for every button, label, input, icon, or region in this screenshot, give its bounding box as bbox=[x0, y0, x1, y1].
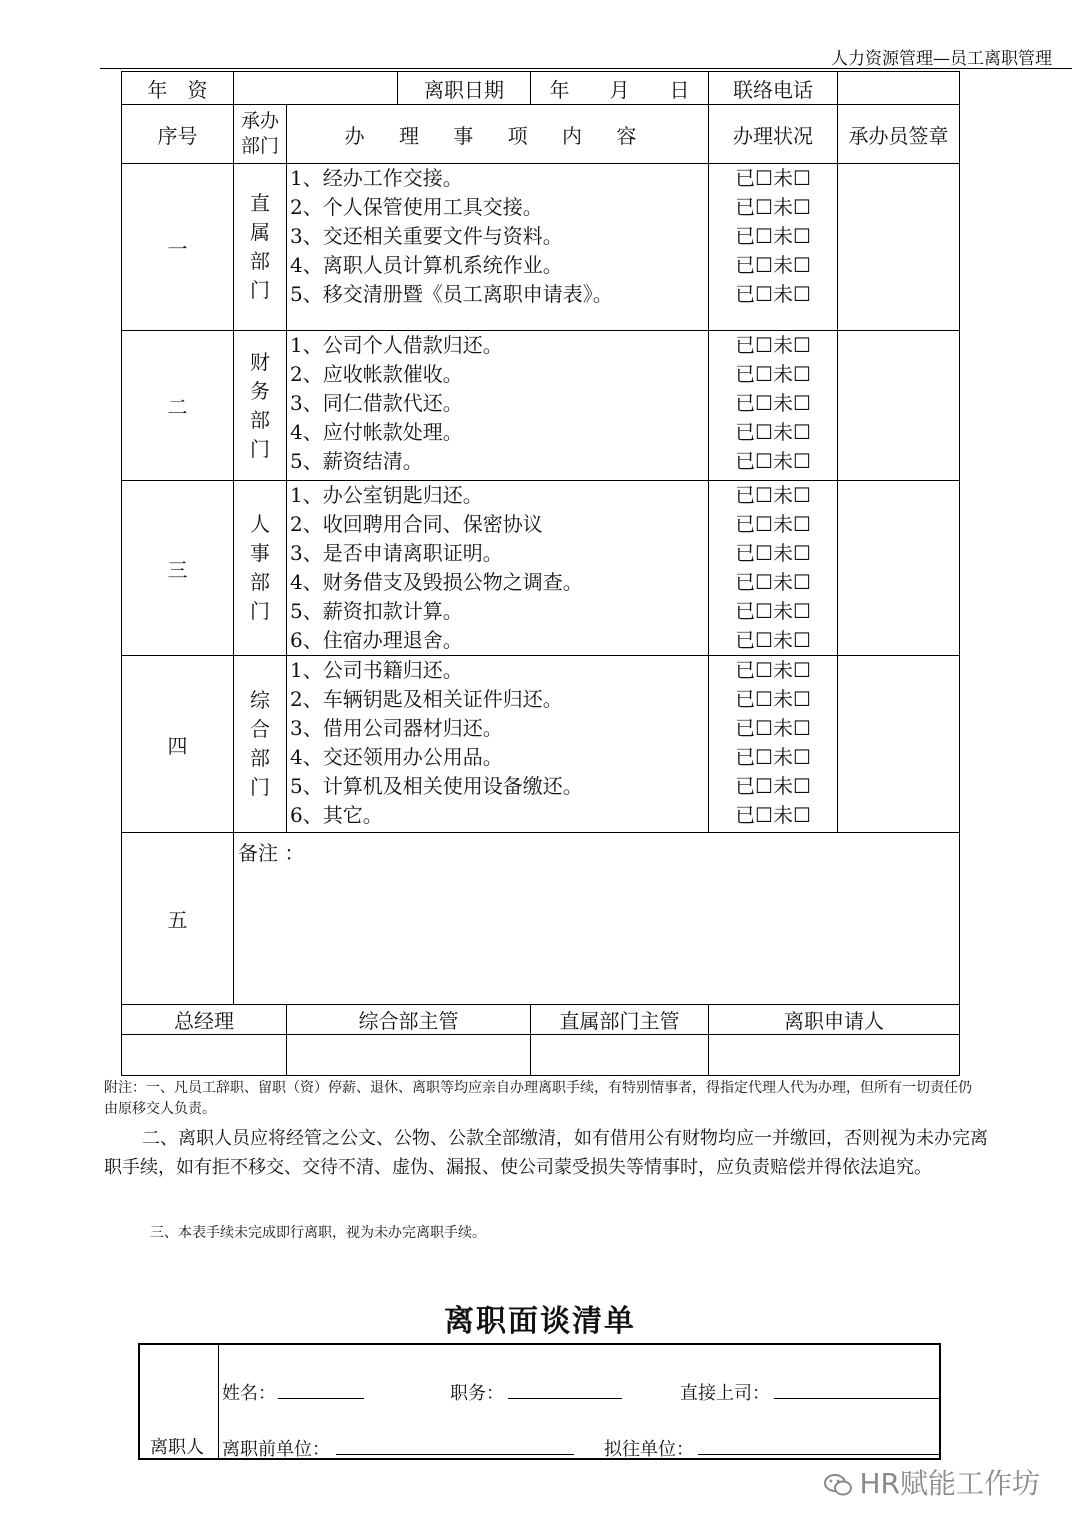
approver-signature-row bbox=[122, 1035, 960, 1076]
status-checkbox[interactable]: 已☐未☐ bbox=[735, 420, 811, 444]
note-3: 三、本表手续未完成即行离职，视为未办完离职手续。 bbox=[150, 1225, 486, 1241]
approver-admin-supervisor: 综合部主管 bbox=[287, 1005, 531, 1035]
checklist-item: 5、移交清册暨《员工离职申请表》。 bbox=[290, 282, 613, 306]
signature-direct-supervisor[interactable] bbox=[531, 1035, 709, 1076]
checklist-item: 4、应付帐款处理。 bbox=[290, 420, 463, 444]
supervisor-label: 直接上司： bbox=[680, 1383, 770, 1404]
status-checkbox[interactable]: 已☐未☐ bbox=[735, 570, 811, 594]
section-dept: 综 合 部 门 bbox=[234, 656, 287, 833]
status-checkbox[interactable]: 已☐未☐ bbox=[735, 362, 811, 386]
section-statuses bbox=[709, 481, 838, 656]
person-label: 离职人 bbox=[150, 1437, 204, 1458]
approver-general-manager: 总经理 bbox=[122, 1005, 287, 1035]
signature-general-manager[interactable] bbox=[122, 1035, 287, 1076]
prev-unit-input[interactable] bbox=[336, 1434, 574, 1455]
checklist-item: 2、车辆钥匙及相关证件归还。 bbox=[290, 687, 563, 711]
wechat-icon bbox=[823, 1473, 853, 1497]
status-checkbox[interactable]: 已☐未☐ bbox=[735, 253, 811, 277]
col-header-seq: 序号 bbox=[122, 105, 234, 164]
checklist-item: 6、其它。 bbox=[290, 803, 383, 827]
status-checkbox[interactable]: 已☐未☐ bbox=[735, 745, 811, 769]
section-items bbox=[287, 656, 709, 833]
checklist-item: 4、离职人员计算机系统作业。 bbox=[290, 253, 563, 277]
section-signature[interactable] bbox=[838, 481, 960, 656]
remark-label: 备注 ： bbox=[238, 841, 305, 865]
section-items bbox=[287, 164, 709, 331]
checklist-item: 4、交还领用办公用品。 bbox=[290, 745, 503, 769]
status-checkbox[interactable]: 已☐未☐ bbox=[735, 333, 811, 357]
position-label: 职务： bbox=[450, 1383, 504, 1404]
leave-date-label: 离职日期 bbox=[398, 72, 531, 105]
remark-seq: 五 bbox=[122, 833, 234, 1005]
position-input[interactable] bbox=[508, 1378, 622, 1399]
document-header-title: 人力资源管理—员工离职管理 bbox=[831, 49, 1052, 69]
checklist-item: 2、收回聘用合同、保密协议 bbox=[290, 512, 543, 536]
interview-divider bbox=[218, 1345, 219, 1458]
resignation-checklist-table bbox=[121, 71, 960, 1076]
name-input[interactable] bbox=[278, 1378, 364, 1399]
section-row bbox=[122, 481, 960, 656]
checklist-item: 1、公司书籍归还。 bbox=[290, 658, 463, 682]
phone-field[interactable] bbox=[838, 72, 960, 105]
section-seq: 三 bbox=[122, 481, 234, 656]
status-checkbox[interactable]: 已☐未☐ bbox=[735, 391, 811, 415]
status-checkbox[interactable]: 已☐未☐ bbox=[735, 483, 811, 507]
checklist-item: 6、住宿办理退舍。 bbox=[290, 628, 463, 652]
remark-field[interactable] bbox=[234, 833, 960, 1005]
status-checkbox[interactable]: 已☐未☐ bbox=[735, 449, 811, 473]
approver-direct-supervisor: 直属部门主管 bbox=[531, 1005, 709, 1035]
status-checkbox[interactable]: 已☐未☐ bbox=[735, 658, 811, 682]
section-signature[interactable] bbox=[838, 331, 960, 481]
signature-admin-supervisor[interactable] bbox=[287, 1035, 531, 1076]
status-checkbox[interactable]: 已☐未☐ bbox=[735, 803, 811, 827]
signature-applicant[interactable] bbox=[709, 1035, 960, 1076]
interview-title: 离职面谈清单 bbox=[444, 1304, 636, 1339]
section-row bbox=[122, 164, 960, 331]
header-divider bbox=[100, 68, 1072, 69]
col-header-status: 办理状况 bbox=[709, 105, 838, 164]
checklist-item: 3、交还相关重要文件与资料。 bbox=[290, 224, 563, 248]
checklist-item: 4、财务借支及毁损公物之调查。 bbox=[290, 570, 583, 594]
supervisor-input[interactable] bbox=[774, 1378, 940, 1399]
checklist-item: 3、是否申请离职证明。 bbox=[290, 541, 503, 565]
seniority-label: 年 资 bbox=[122, 72, 234, 105]
section-items bbox=[287, 331, 709, 481]
checklist-item: 5、薪资扣款计算。 bbox=[290, 599, 463, 623]
section-statuses bbox=[709, 331, 838, 481]
col-header-content: 办 理 事 项 内 容 bbox=[287, 105, 709, 164]
section-seq: 二 bbox=[122, 331, 234, 481]
checklist-item: 1、经办工作交接。 bbox=[290, 166, 463, 190]
checklist-item: 5、计算机及相关使用设备缴还。 bbox=[290, 774, 583, 798]
section-signature[interactable] bbox=[838, 656, 960, 833]
checklist-item: 1、办公室钥匙归还。 bbox=[290, 483, 483, 507]
section-row bbox=[122, 331, 960, 481]
section-seq: 一 bbox=[122, 164, 234, 331]
next-unit-input[interactable] bbox=[698, 1434, 940, 1455]
section-statuses bbox=[709, 164, 838, 331]
status-checkbox[interactable]: 已☐未☐ bbox=[735, 716, 811, 740]
col-header-dept-text: 承办 部门 bbox=[240, 110, 279, 157]
section-dept: 财 务 部 门 bbox=[234, 331, 287, 481]
status-checkbox[interactable]: 已☐未☐ bbox=[735, 628, 811, 652]
status-checkbox[interactable]: 已☐未☐ bbox=[735, 774, 811, 798]
phone-label: 联络电话 bbox=[709, 72, 838, 105]
section-row bbox=[122, 656, 960, 833]
status-checkbox[interactable]: 已☐未☐ bbox=[735, 541, 811, 565]
section-dept: 直 属 部 门 bbox=[234, 164, 287, 331]
approver-applicant: 离职申请人 bbox=[709, 1005, 960, 1035]
seniority-field[interactable] bbox=[234, 72, 398, 105]
status-checkbox[interactable]: 已☐未☐ bbox=[735, 166, 811, 190]
checklist-item: 3、借用公司器材归还。 bbox=[290, 716, 503, 740]
watermark-text: HR赋能工作坊 bbox=[859, 1467, 1040, 1500]
status-checkbox[interactable]: 已☐未☐ bbox=[735, 512, 811, 536]
checklist-item: 5、薪资结清。 bbox=[290, 449, 423, 473]
section-statuses bbox=[709, 656, 838, 833]
section-dept: 人 事 部 门 bbox=[234, 481, 287, 656]
status-checkbox[interactable]: 已☐未☐ bbox=[735, 687, 811, 711]
section-seq: 四 bbox=[122, 656, 234, 833]
status-checkbox[interactable]: 已☐未☐ bbox=[735, 599, 811, 623]
prev-unit-label: 离职前单位： bbox=[222, 1439, 330, 1460]
status-checkbox[interactable]: 已☐未☐ bbox=[735, 224, 811, 248]
leave-date-field[interactable]: 年 月 日 bbox=[531, 72, 709, 105]
col-header-signature: 承办员签章 bbox=[838, 105, 960, 164]
checklist-item: 1、公司个人借款归还。 bbox=[290, 333, 503, 357]
status-checkbox[interactable]: 已☐未☐ bbox=[735, 195, 811, 219]
note-2: 二、离职人员应将经管之公文、公物、公款全部缴清，如有借用公有财物均应一并缴回，否则视为未办完离职手续，如有拒不移交、交待不清、虚伪、漏报、使公司蒙受损失等情事时，应负责赔偿并得依法追究。 bbox=[104, 1128, 988, 1178]
section-items bbox=[287, 481, 709, 656]
section-signature[interactable] bbox=[838, 164, 960, 331]
next-unit-label: 拟往单位： bbox=[604, 1439, 694, 1460]
col-header-dept bbox=[234, 105, 287, 164]
watermark bbox=[823, 1462, 1040, 1502]
approver-header-row bbox=[122, 1005, 960, 1035]
interview-form bbox=[138, 1343, 941, 1460]
status-checkbox[interactable]: 已☐未☐ bbox=[735, 282, 811, 306]
checklist-item: 3、同仁借款代还。 bbox=[290, 391, 463, 415]
name-label: 姓名： bbox=[222, 1383, 276, 1404]
checklist-item: 2、应收帐款催收。 bbox=[290, 362, 463, 386]
note-1: 附注：一、凡员工辞职、留职（资）停薪、退休、离职等均应亲自办理离职手续，有特别情事者，得指定代理人代为办理，但所有一切责任仍由原移交人负责。 bbox=[104, 1080, 972, 1117]
checklist-item: 2、个人保管使用工具交接。 bbox=[290, 195, 543, 219]
